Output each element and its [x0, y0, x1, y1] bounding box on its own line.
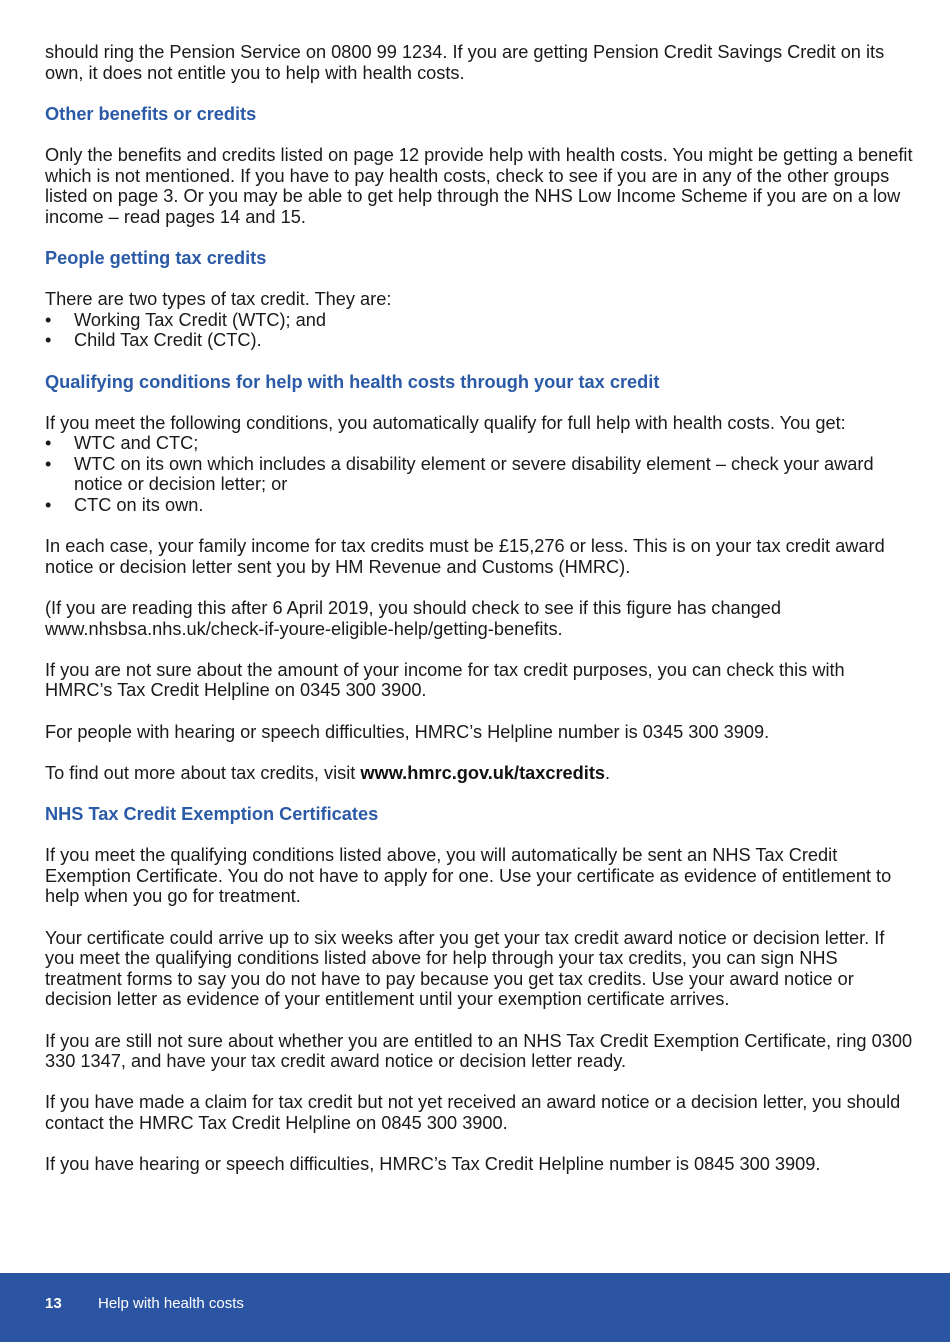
- certificates-paragraph-2: Your certificate could arrive up to six weeks after you get your tax credit award notice or decision letter. If you meet the qualifying conditions listed above for help through your tax credits, you can sign NHS treatment forms to say you do not have to pay because you get tax credits. Use your award notice or decision letter as evidence of your entitlement until your exemption certificate arrives.: [45, 927, 885, 1010]
- heading-qualifying-conditions: Qualifying conditions for help with health costs through your tax credit: [45, 371, 660, 392]
- qualifying-lead: If you meet the following conditions, you automatically qualify for full help with health costs. You get:: [45, 412, 846, 433]
- other-benefits-paragraph: Only the benefits and credits listed on page 12 provide help with health costs. You might be getting a benefit which is not mentioned. If you have to pay health costs, check to see if you are in any of the other groups listed on page 3. Or you may be able to get help through the NHS Low Income Scheme if you are on a low income – read pages 14 and 15.: [45, 144, 913, 227]
- hmrc-taxcredits-link[interactable]: www.hmrc.gov.uk/taxcredits: [360, 762, 605, 783]
- intro-paragraph: should ring the Pension Service on 0800 99 1234. If you are getting Pension Credit Savings Credit on its own, it does not entitle you to help with health costs.: [45, 42, 885, 83]
- bullet-icon: •: [45, 495, 52, 516]
- helpline-paragraph: If you are not sure about the amount of your income for tax credit purposes, you can check this with HMRC’s Tax Credit Helpline on 0345 300 3900.: [45, 659, 845, 701]
- heading-other-benefits: Other benefits or credits: [45, 103, 257, 124]
- qualifying-conditions-list: [45, 433, 915, 515]
- certificates-paragraph-3: If you are still not sure about whether you are entitled to an NHS Tax Credit Exemption Certificate, ring 0300 330 1347, and have your tax credit award notice or decision letter ready.: [45, 1030, 913, 1072]
- list-item: • CTC on its own.: [45, 495, 204, 516]
- tax-credit-types-list: [45, 310, 915, 351]
- list-item: • Child Tax Credit (CTC).: [45, 330, 262, 351]
- page-content: [45, 42, 915, 1195]
- list-item: • WTC and CTC;: [45, 433, 199, 454]
- bullet-icon: •: [45, 309, 52, 330]
- page-footer: [0, 1273, 950, 1342]
- more-info-paragraph: To find out more about tax credits, visit www.hmrc.gov.uk/taxcredits.: [45, 762, 611, 783]
- certificates-paragraph-5: If you have hearing or speech difficulties, HMRC’s Tax Credit Helpline number is 0845 300 3909.: [45, 1154, 821, 1175]
- certificates-paragraph-4: If you have made a claim for tax credit but not yet received an award notice or a decision letter, you should contact the HMRC Tax Credit Helpline on 0845 300 3900.: [45, 1092, 901, 1133]
- bullet-icon: •: [45, 433, 52, 454]
- certificates-paragraph-1: If you meet the qualifying conditions listed above, you will automatically be sent an NHS Tax Credit Exemption Certificate. You do not have to apply for one. Use your certificate as evidence of entitlement to help when you go for treatment.: [45, 845, 892, 907]
- tax-credits-lead: There are two types of tax credit. They are:: [45, 289, 392, 310]
- bullet-icon: •: [45, 330, 52, 351]
- check-figure-paragraph: (If you are reading this after 6 April 2019, you should check to see if this figure has changed www.nhsbsa.nhs.uk/check-if-youre-eligible-help/getting-benefits.: [45, 598, 782, 639]
- list-item: • WTC on its own which includes a disability element or severe disability element – check your award notice or decision letter; or: [45, 453, 874, 495]
- heading-tax-credits: People getting tax credits: [45, 247, 267, 268]
- page-number: 13: [45, 1295, 62, 1312]
- list-item: • Working Tax Credit (WTC); and: [45, 309, 326, 330]
- bullet-icon: •: [45, 453, 52, 474]
- hearing-helpline-paragraph: For people with hearing or speech difficulties, HMRC’s Helpline number is 0345 300 3909.: [45, 721, 770, 742]
- footer-title: Help with health costs: [98, 1295, 244, 1312]
- heading-exemption-certificates: NHS Tax Credit Exemption Certificates: [45, 803, 379, 824]
- income-paragraph: In each case, your family income for tax credits must be £15,276 or less. This is on your tax credit award notice or decision letter sent you by HM Revenue and Customs (HMRC).: [45, 536, 885, 577]
